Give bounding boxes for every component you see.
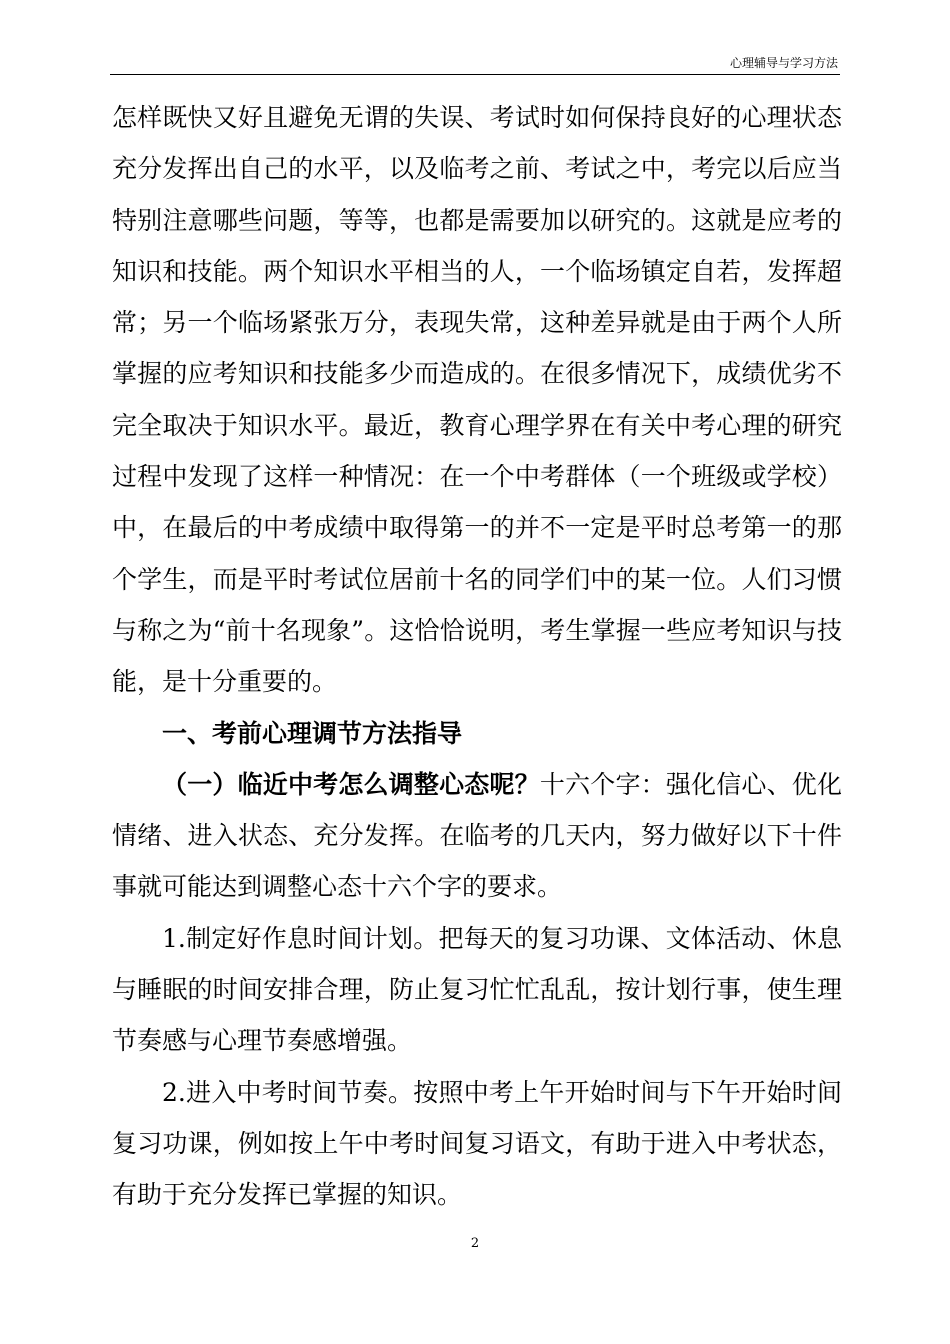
document-body	[112, 92, 842, 1221]
header-title: 心理辅导与学习方法	[729, 56, 838, 70]
body-paragraph-continuation: 怎样既快又好且避免无谓的失误、考试时如何保持良好的心理状态充分发挥出自己的水平，以及临考之前、考试之中，考完以后应当特别注意哪些问题，等等，也都是需要加以研究的。这就是应考的知识和技能。两个知识水平相当的人，一个临场镇定自若，发挥超常；另一个临场紧张万分，表现失常，这种差异就是由于两个人所掌握的应考知识和技能多少而造成的。在很多情况下，成绩优劣不完全取决于知识水平。最近，教育心理学界在有关中考心理的研究过程中发现了这样一种情况：在一个中考群体（一个班级或学校）中，在最后的中考成绩中取得第一的并不一定是平时总考第一的那个学生，而是平时考试位居前十名的同学们中的某一位。人们习惯与称之为“前十名现象”。这恰恰说明，考生掌握一些应考知识与技能，是十分重要的。	[112, 103, 842, 697]
list-item-2: 2.进入中考时间节奏。按照中考上午开始时间与下午开始时间复习功课，例如按上午中考时间复习语文，有助于进入中考状态，有助于充分发挥已掌握的知识。	[112, 1077, 842, 1210]
page-header	[110, 56, 840, 75]
subsection-paragraph	[112, 759, 842, 913]
list-item-1: 1.制定好作息时间计划。把每天的复习功课、文体活动、休息与睡眠的时间安排合理，防止复习忙忙乱乱，按计划行事，使生理节奏感与心理节奏感增强。	[112, 923, 842, 1056]
section-heading: 一、考前心理调节方法指导	[162, 718, 463, 748]
subsection-question: （一）临近中考怎么调整心态呢？	[162, 769, 540, 799]
page-number: 2	[470, 1236, 480, 1251]
subsection-answer: 十六个字：强化信心、优化情绪、进入状态、充分发挥。在临考的几天内，努力做好以下十件事就可能达到调整心态十六个字的要求。	[112, 769, 842, 902]
